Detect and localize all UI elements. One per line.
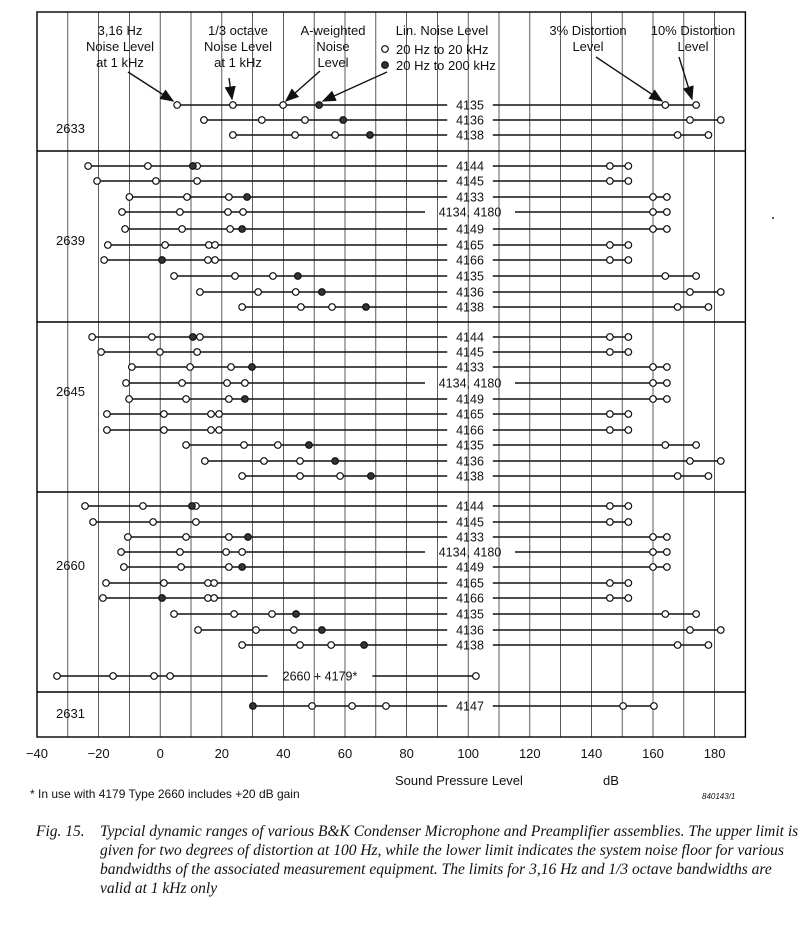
distortion-marker: [625, 411, 632, 418]
distortion-marker: [650, 380, 657, 387]
row-label: 4135: [456, 98, 484, 113]
noise-marker-filled: [242, 396, 249, 403]
noise-marker-open: [100, 595, 107, 602]
noise-marker-filled: [189, 503, 196, 510]
distortion-marker: [674, 473, 681, 480]
noise-marker-open: [126, 396, 133, 403]
noise-marker-open: [104, 411, 111, 418]
noise-marker-open: [103, 580, 110, 587]
noise-marker-filled: [319, 289, 326, 296]
distortion-marker: [693, 273, 700, 280]
row-label: 4165: [456, 576, 484, 591]
noise-marker-open: [211, 580, 218, 587]
noise-marker-open: [184, 194, 191, 201]
row-label: 4145: [456, 515, 484, 530]
annotation-label: at 1 kHz: [96, 55, 144, 70]
noise-marker-filled: [361, 642, 368, 649]
distortion-marker: [693, 102, 700, 109]
noise-marker-open: [177, 549, 184, 556]
noise-marker-open: [104, 427, 111, 434]
distortion-marker: [650, 396, 657, 403]
noise-marker-open: [212, 257, 219, 264]
row-label: 4166: [456, 253, 484, 268]
noise-marker-open: [119, 209, 126, 216]
distortion-marker: [664, 534, 671, 541]
annotation-arrow: [679, 57, 692, 99]
distortion-marker: [662, 611, 669, 618]
distortion-marker: [674, 642, 681, 649]
distortion-marker: [651, 703, 658, 710]
noise-marker-open: [161, 411, 168, 418]
noise-marker-open: [201, 117, 208, 124]
distortion-marker: [607, 349, 614, 356]
noise-marker-filled: [159, 595, 166, 602]
row-label: 4149: [456, 392, 484, 407]
noise-marker-open: [297, 642, 304, 649]
noise-marker-open: [291, 627, 298, 634]
noise-marker-open: [227, 226, 234, 233]
x-tick-label: 180: [703, 746, 726, 761]
noise-marker-open: [226, 396, 233, 403]
noise-marker-open: [174, 102, 181, 109]
noise-marker-open: [161, 580, 168, 587]
x-tick-label: 40: [276, 746, 291, 761]
noise-marker-open: [297, 458, 304, 465]
noise-marker-open: [197, 289, 204, 296]
noise-marker-open: [226, 534, 233, 541]
caption-figure-number: Fig. 15.: [36, 823, 85, 840]
noise-marker-open: [121, 564, 128, 571]
noise-marker-open: [292, 289, 299, 296]
noise-marker-open: [90, 519, 97, 526]
noise-marker-open: [329, 304, 336, 311]
distortion-marker: [664, 364, 671, 371]
noise-marker-open: [230, 102, 237, 109]
row-label: 4138: [456, 638, 484, 653]
noise-marker-open: [309, 703, 316, 710]
noise-marker-filled: [367, 132, 374, 139]
row-label: 4165: [456, 407, 484, 422]
noise-marker-open: [140, 503, 147, 510]
distortion-marker: [687, 117, 694, 124]
noise-marker-open: [280, 102, 287, 109]
noise-marker-open: [123, 380, 130, 387]
noise-marker-open: [194, 349, 201, 356]
distortion-marker: [607, 242, 614, 249]
scan-dot: [772, 217, 774, 219]
noise-marker-open: [202, 458, 209, 465]
distortion-marker: [625, 242, 632, 249]
row-label: 4145: [456, 174, 484, 189]
noise-marker-open: [261, 458, 268, 465]
noise-marker-open: [259, 117, 266, 124]
noise-marker-filled: [319, 627, 326, 634]
distortion-marker: [717, 627, 724, 634]
row-label: 4149: [456, 560, 484, 575]
noise-marker-open: [167, 673, 174, 680]
distortion-marker: [625, 519, 632, 526]
row-label: 4133: [456, 530, 484, 545]
annotation-arrow: [286, 71, 320, 101]
noise-marker-filled: [250, 703, 257, 710]
noise-marker-open: [161, 427, 168, 434]
noise-marker-open: [171, 273, 178, 280]
distortion-marker: [662, 442, 669, 449]
row-label: 4144: [456, 330, 484, 345]
group-label: 2631: [56, 706, 85, 721]
annotation-label: 10% Distortion: [650, 23, 736, 38]
noise-marker-open: [183, 442, 190, 449]
x-tick-label: −40: [25, 746, 49, 761]
row-label: 4135: [456, 269, 484, 284]
legend-open-label: 20 Hz to 20 kHz: [396, 42, 489, 57]
noise-marker-open: [211, 595, 218, 602]
row-label: 4166: [456, 423, 484, 438]
annotation-arrow: [229, 78, 232, 99]
distortion-marker: [607, 519, 614, 526]
annotation-label: Noise Level: [204, 39, 272, 54]
distortion-marker: [607, 427, 614, 434]
x-axis-title: Sound Pressure Level: [395, 773, 523, 788]
row-label: 4134, 4180: [438, 376, 502, 391]
noise-marker-open: [212, 242, 219, 249]
noise-marker-open: [241, 442, 248, 449]
x-tick-label: 100: [457, 746, 480, 761]
noise-marker-open: [110, 673, 117, 680]
row-label: 4136: [456, 285, 484, 300]
noise-marker-open: [239, 473, 246, 480]
noise-marker-open: [255, 289, 262, 296]
noise-marker-open: [231, 611, 238, 618]
row-label: 4145: [456, 345, 484, 360]
noise-marker-open: [224, 380, 231, 387]
distortion-marker: [674, 132, 681, 139]
noise-marker-open: [337, 473, 344, 480]
noise-marker-open: [126, 194, 133, 201]
x-tick-label: 80: [399, 746, 414, 761]
distortion-marker: [662, 102, 669, 109]
row-label: 4135: [456, 607, 484, 622]
noise-marker-open: [297, 473, 304, 480]
annotation-label: 3% Distortion: [549, 23, 627, 38]
annotation-label: Level: [677, 39, 709, 54]
distortion-marker: [664, 380, 671, 387]
annotation-label: at 1 kHz: [214, 55, 262, 70]
distortion-marker: [693, 442, 700, 449]
distortion-marker: [473, 673, 480, 680]
annotation-label: A-weighted: [300, 23, 366, 38]
distortion-marker: [625, 580, 632, 587]
group-label: 2660: [56, 558, 85, 573]
noise-marker-open: [125, 534, 132, 541]
row-label: 4134, 4180: [438, 205, 502, 220]
noise-marker-open: [187, 364, 194, 371]
noise-marker-filled: [368, 473, 375, 480]
noise-marker-filled: [332, 458, 339, 465]
noise-marker-open: [194, 178, 201, 185]
row-label: 4147: [456, 699, 484, 714]
group-label: 2633: [56, 121, 85, 136]
x-tick-label: 140: [580, 746, 603, 761]
noise-marker-open: [383, 703, 390, 710]
distortion-marker: [717, 289, 724, 296]
caption-text: Typcial dynamic ranges of various B&K Condenser Microphone and Preamplifier assemblies. The upper limit is given for two degrees of distortion at 100 Hz, while the lower limit indicates the system noise floor for various bandwidths of the associated measurement equipment. The limits for 3,16 Hz and 1/3 octave bandwidths are valid at 1 kHz only: [100, 823, 799, 897]
distortion-marker: [705, 642, 712, 649]
legend-title: Lin. Noise Level: [395, 23, 489, 38]
distortion-marker: [650, 194, 657, 201]
distortion-marker: [650, 534, 657, 541]
noise-marker-open: [216, 427, 223, 434]
row-label: 4136: [456, 113, 484, 128]
noise-marker-open: [239, 549, 246, 556]
noise-marker-open: [151, 673, 158, 680]
noise-marker-open: [89, 334, 96, 341]
distortion-marker: [705, 473, 712, 480]
annotation-label: 3,16 Hz: [97, 23, 143, 38]
legend-open-marker: [382, 46, 389, 53]
distortion-marker: [650, 564, 657, 571]
noise-marker-open: [150, 519, 157, 526]
row-label: 4165: [456, 238, 484, 253]
row-label: 4138: [456, 300, 484, 315]
noise-marker-open: [205, 257, 212, 264]
distortion-marker: [664, 209, 671, 216]
noise-marker-open: [228, 364, 235, 371]
distortion-marker: [607, 178, 614, 185]
distortion-marker: [625, 503, 632, 510]
distortion-marker: [625, 178, 632, 185]
distortion-marker: [705, 304, 712, 311]
noise-marker-filled: [306, 442, 313, 449]
distortion-marker: [625, 349, 632, 356]
distortion-marker: [662, 273, 669, 280]
annotation-arrow: [323, 72, 387, 101]
distortion-marker: [674, 304, 681, 311]
row-label: 4144: [456, 159, 484, 174]
noise-marker-open: [230, 132, 237, 139]
noise-marker-open: [226, 194, 233, 201]
noise-marker-filled: [316, 102, 323, 109]
x-axis-unit: dB: [603, 773, 619, 788]
noise-marker-open: [98, 349, 105, 356]
noise-marker-open: [177, 209, 184, 216]
noise-marker-open: [82, 503, 89, 510]
noise-marker-open: [242, 380, 249, 387]
noise-marker-filled: [244, 194, 251, 201]
annotation-label: Level: [317, 55, 349, 70]
noise-marker-open: [195, 627, 202, 634]
legend-filled-marker: [382, 62, 389, 69]
x-tick-label: 60: [337, 746, 353, 761]
noise-marker-open: [54, 673, 61, 680]
distortion-marker: [625, 334, 632, 341]
distortion-marker: [664, 396, 671, 403]
row-label: 4136: [456, 454, 484, 469]
row-label: 4138: [456, 469, 484, 484]
noise-marker-open: [101, 257, 108, 264]
noise-marker-open: [292, 132, 299, 139]
noise-marker-open: [349, 703, 356, 710]
distortion-marker: [650, 226, 657, 233]
distortion-marker: [717, 117, 724, 124]
noise-marker-open: [225, 209, 232, 216]
noise-marker-open: [239, 642, 246, 649]
distortion-marker: [607, 334, 614, 341]
noise-marker-filled: [295, 273, 302, 280]
noise-marker-filled: [249, 364, 256, 371]
noise-marker-open: [232, 273, 239, 280]
row-label: 4134, 4180: [438, 545, 502, 560]
noise-marker-open: [183, 534, 190, 541]
noise-marker-open: [253, 627, 260, 634]
noise-marker-open: [269, 611, 276, 618]
noise-marker-filled: [340, 117, 347, 124]
distortion-marker: [664, 226, 671, 233]
distortion-marker: [650, 209, 657, 216]
noise-marker-filled: [245, 534, 252, 541]
noise-marker-open: [239, 304, 246, 311]
x-tick-label: 0: [156, 746, 164, 761]
noise-marker-open: [208, 411, 215, 418]
noise-marker-open: [145, 163, 152, 170]
noise-marker-open: [118, 549, 125, 556]
noise-marker-open: [298, 304, 305, 311]
distortion-marker: [625, 257, 632, 264]
noise-marker-open: [208, 427, 215, 434]
noise-marker-filled: [293, 611, 300, 618]
x-tick-label: 20: [214, 746, 230, 761]
noise-marker-open: [197, 334, 204, 341]
noise-marker-open: [94, 178, 101, 185]
noise-marker-filled: [190, 163, 197, 170]
noise-marker-open: [183, 396, 190, 403]
x-tick-label: 160: [642, 746, 664, 761]
row-label: 4133: [456, 360, 484, 375]
distortion-marker: [687, 289, 694, 296]
distortion-marker: [664, 564, 671, 571]
noise-marker-open: [162, 242, 169, 249]
row-label: 4138: [456, 128, 484, 143]
noise-marker-open: [157, 349, 164, 356]
noise-marker-filled: [190, 334, 197, 341]
group-label: 2639: [56, 233, 85, 248]
row-label: 4133: [456, 190, 484, 205]
noise-marker-open: [179, 380, 186, 387]
distortion-marker: [607, 595, 614, 602]
x-tick-label: −20: [87, 746, 110, 761]
noise-marker-open: [85, 163, 92, 170]
footnote: * In use with 4179 Type 2660 includes +20 dB gain: [30, 787, 300, 801]
distortion-marker: [625, 595, 632, 602]
noise-marker-open: [302, 117, 309, 124]
annotation-arrow: [596, 57, 662, 101]
noise-marker-open: [149, 334, 156, 341]
distortion-marker: [650, 549, 657, 556]
noise-marker-open: [328, 642, 335, 649]
annotation-arrow: [128, 72, 173, 101]
noise-marker-open: [332, 132, 339, 139]
distortion-marker: [625, 163, 632, 170]
row-label: 4144: [456, 499, 484, 514]
annotation-label: Level: [572, 39, 604, 54]
annotation-label: Noise: [316, 39, 350, 54]
noise-marker-open: [153, 178, 160, 185]
distortion-marker: [607, 580, 614, 587]
x-tick-label: 120: [518, 746, 541, 761]
distortion-marker: [693, 611, 700, 618]
noise-marker-filled: [159, 257, 166, 264]
distortion-marker: [687, 458, 694, 465]
noise-marker-open: [240, 209, 247, 216]
row-label: 2660 + 4179*: [282, 669, 358, 684]
distortion-marker: [607, 257, 614, 264]
figure-id: 840143/1: [702, 792, 736, 801]
noise-marker-open: [223, 549, 230, 556]
distortion-marker: [607, 503, 614, 510]
distortion-marker: [625, 427, 632, 434]
distortion-marker: [664, 194, 671, 201]
distortion-marker: [650, 364, 657, 371]
distortion-marker: [705, 132, 712, 139]
distortion-marker: [687, 627, 694, 634]
annotation-label: Noise Level: [86, 39, 154, 54]
noise-marker-open: [129, 364, 136, 371]
noise-marker-open: [178, 564, 185, 571]
group-label: 2645: [56, 384, 85, 399]
row-label: 4149: [456, 222, 484, 237]
noise-marker-open: [275, 442, 282, 449]
noise-marker-open: [179, 226, 186, 233]
noise-marker-open: [270, 273, 277, 280]
noise-marker-open: [171, 611, 178, 618]
distortion-marker: [717, 458, 724, 465]
row-label: 4136: [456, 623, 484, 638]
row-label: 4135: [456, 438, 484, 453]
noise-marker-open: [216, 411, 223, 418]
noise-marker-filled: [239, 564, 246, 571]
legend-filled-label: 20 Hz to 200 kHz: [396, 58, 496, 73]
noise-marker-open: [105, 242, 112, 249]
noise-marker-open: [226, 564, 233, 571]
distortion-marker: [664, 549, 671, 556]
noise-marker-filled: [363, 304, 370, 311]
noise-marker-open: [193, 519, 200, 526]
distortion-marker: [620, 703, 627, 710]
noise-marker-open: [122, 226, 129, 233]
distortion-marker: [607, 163, 614, 170]
noise-marker-filled: [239, 226, 246, 233]
row-label: 4166: [456, 591, 484, 606]
distortion-marker: [607, 411, 614, 418]
annotation-label: 1/3 octave: [208, 23, 268, 38]
